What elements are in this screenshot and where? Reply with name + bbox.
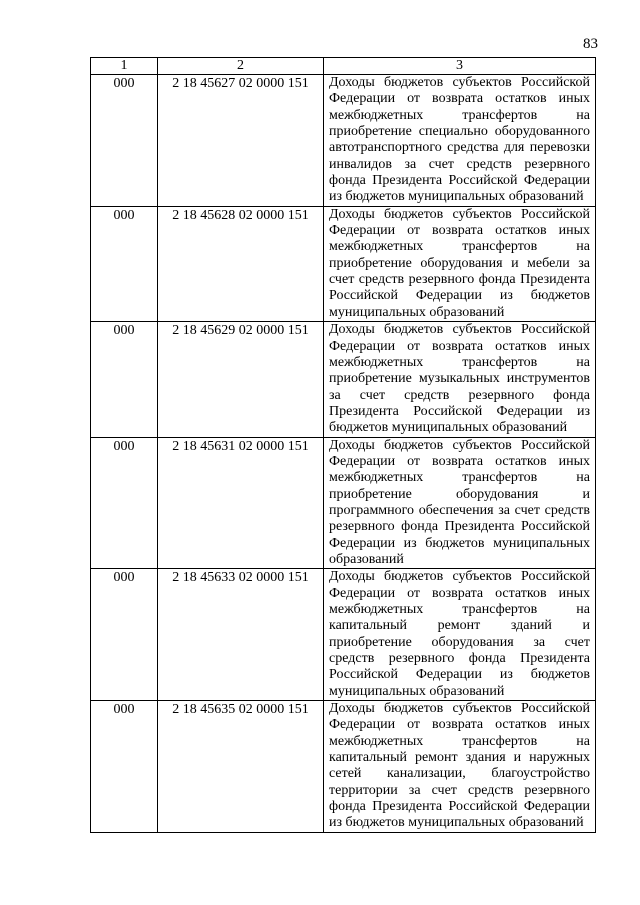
admin-code-cell: 000 <box>91 701 158 833</box>
table-row <box>91 569 596 701</box>
table-row <box>91 206 596 321</box>
column-header-admin: 1 <box>91 58 158 75</box>
description-cell: Доходы бюджетов субъектов Российской Федерации от возврата остатков иных межбюджетных трансфертов на капитальный ремонт здания и наружных сетей канализации, благоустройство территории за счет средств резервного фонда Президента Российской Федерации из бюджетов муниципальных образований <box>324 701 596 833</box>
budget-code-cell: 2 18 45627 02 0000 151 <box>158 75 324 207</box>
admin-code-cell: 000 <box>91 437 158 569</box>
table-header-row <box>91 58 596 75</box>
column-header-code: 2 <box>158 58 324 75</box>
description-cell: Доходы бюджетов субъектов Российской Федерации от возврата остатков иных межбюджетных трансфертов на приобретение оборудования и мебели за счет средств резервного фонда Президента Российской Федерации из бюджетов муниципальных образований <box>324 206 596 321</box>
budget-code-cell: 2 18 45629 02 0000 151 <box>158 322 324 437</box>
admin-code-cell: 000 <box>91 206 158 321</box>
description-cell: Доходы бюджетов субъектов Российской Федерации от возврата остатков иных межбюджетных трансфертов на приобретение специально оборудованного автотранспортного средства для перевозки инвалидов за счет средств резервного фонда Президента Российской Федерации из бюджетов муниципальных образований <box>324 75 596 207</box>
admin-code-cell: 000 <box>91 75 158 207</box>
table-row <box>91 437 596 569</box>
budget-classification-table <box>90 57 596 833</box>
description-cell: Доходы бюджетов субъектов Российской Федерации от возврата остатков иных межбюджетных трансфертов на капитальный ремонт зданий и приобретение оборудования за счет средств резервного фонда Президента Российской Федерации из бюджетов муниципальных образований <box>324 569 596 701</box>
table-row <box>91 701 596 833</box>
admin-code-cell: 000 <box>91 322 158 437</box>
column-header-description: 3 <box>324 58 596 75</box>
admin-code-cell: 000 <box>91 569 158 701</box>
budget-code-cell: 2 18 45633 02 0000 151 <box>158 569 324 701</box>
budget-code-cell: 2 18 45631 02 0000 151 <box>158 437 324 569</box>
budget-code-cell: 2 18 45635 02 0000 151 <box>158 701 324 833</box>
page-number: 83 <box>583 36 598 52</box>
table-row <box>91 322 596 437</box>
description-cell: Доходы бюджетов субъектов Российской Федерации от возврата остатков иных межбюджетных трансфертов на приобретение музыкальных инструментов за счет средств резервного фонда Президента Российской Федерации из бюджетов муниципальных образований <box>324 322 596 437</box>
table-row <box>91 75 596 207</box>
description-cell: Доходы бюджетов субъектов Российской Федерации от возврата остатков иных межбюджетных трансфертов на приобретение оборудования и программного обеспечения за счет средств резервного фонда Президента Российской Федерации из бюджетов муниципальных образований <box>324 437 596 569</box>
budget-code-cell: 2 18 45628 02 0000 151 <box>158 206 324 321</box>
